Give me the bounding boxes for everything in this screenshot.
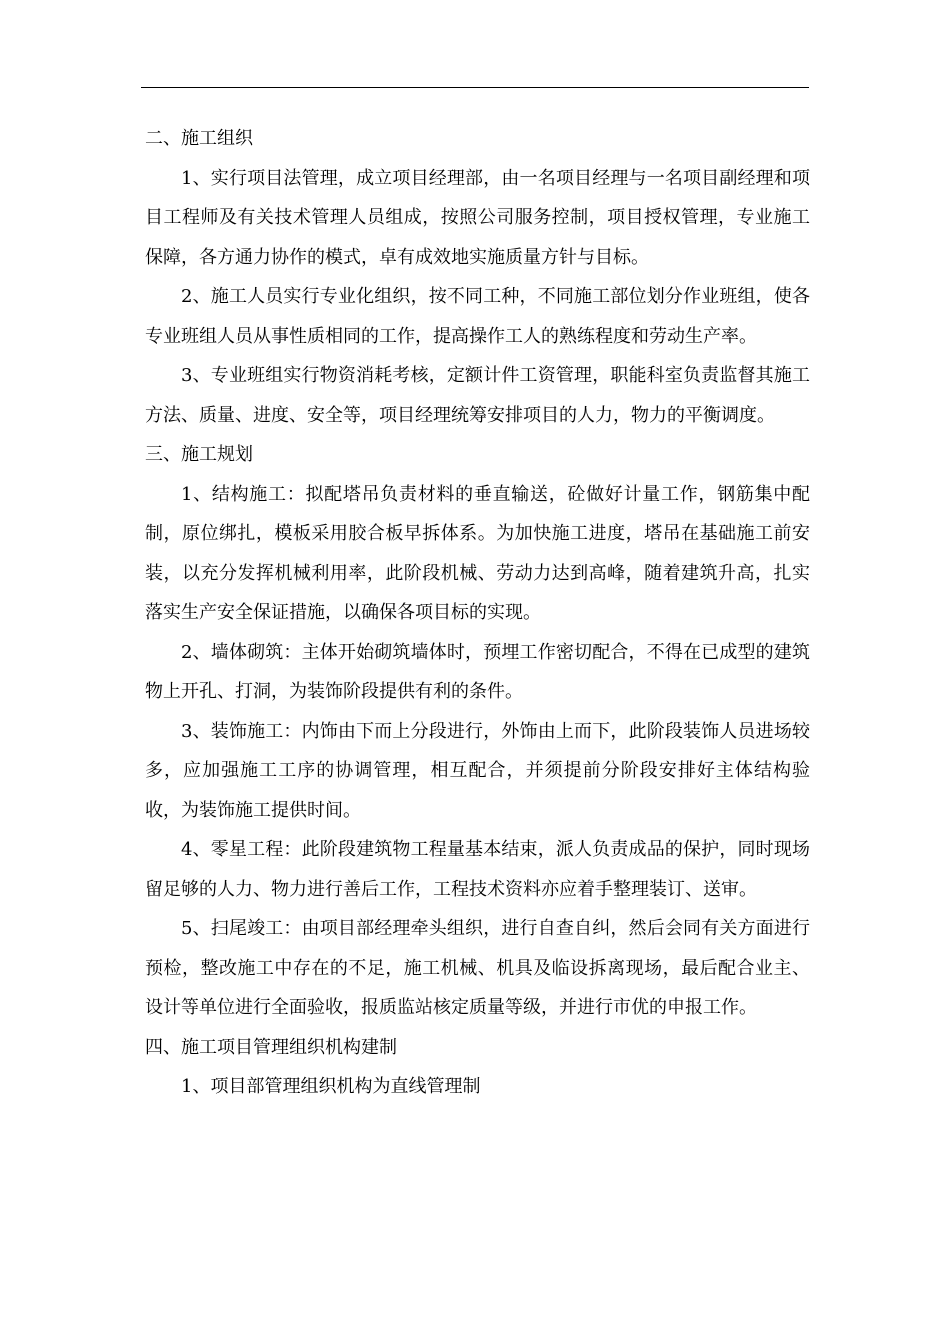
section-heading-management-structure: 四、施工项目管理组织机构建制 bbox=[145, 1036, 397, 1058]
paragraph-decoration-construction: 3、装饰施工：内饰由下而上分段进行，外饰由上而下，此阶段装饰人员进场较多，应加强施工工序的协调管理，相互配合，并须提前分阶段安排好主体结构验收，为装饰施工提供时间。 bbox=[145, 720, 810, 821]
header-rule bbox=[141, 87, 809, 88]
section-heading-construction-organization: 二、施工组织 bbox=[145, 128, 253, 149]
paragraph-specialized-organization: 2、施工人员实行专业化组织，按不同工种，不同施工部位划分作业班组，使各专业班组人员从事性质相同的工作，提高操作工人的熟练程度和劳动生产率。 bbox=[145, 286, 810, 347]
paragraph-line-management-system: 1、项目部管理组织机构为直线管理制 bbox=[181, 1076, 481, 1097]
section-heading-construction-planning: 三、施工规划 bbox=[145, 444, 253, 465]
document-body bbox=[145, 119, 810, 1107]
paragraph-project-management-method: 1、实行项目法管理，成立项目经理部，由一名项目经理与一名项目副经理和项目工程师及有关技术管理人员组成，按照公司服务控制，项目授权管理，专业施工保障，各方通力协作的模式，卓有成效地实施质量方针与目标。 bbox=[145, 167, 810, 268]
paragraph-structural-construction: 1、结构施工：拟配塔吊负责材料的垂直输送，砼做好计量工作，钢筋集中配制，原位绑扎，模板采用胶合板早拆体系。为加快施工进度，塔吊在基础施工前安装，以充分发挥机械利用率，此阶段机械、劳动力达到高峰，随着建筑升高，扎实落实生产安全保证措施，以确保各项目标的实现。 bbox=[145, 483, 810, 623]
paragraph-miscellaneous-works: 4、零星工程：此阶段建筑物工程量基本结束，派人负责成品的保护，同时现场留足够的人力、物力进行善后工作，工程技术资料亦应着手整理装订、送审。 bbox=[145, 839, 810, 900]
paragraph-final-completion: 5、扫尾竣工：由项目部经理牵头组织，进行自查自纠，然后会同有关方面进行预检，整改施工中存在的不足，施工机械、机具及临设拆离现场，最后配合业主、设计等单位进行全面验收，报质监站核定质量等级，并进行市优的申报工作。 bbox=[145, 918, 810, 1018]
paragraph-material-consumption-assessment: 3、专业班组实行物资消耗考核，定额计件工资管理，职能科室负责监督其施工方法、质量、进度、安全等，项目经理统筹安排项目的人力，物力的平衡调度。 bbox=[145, 365, 810, 426]
paragraph-wall-masonry: 2、墙体砌筑：主体开始砌筑墙体时，预埋工作密切配合，不得在已成型的建筑物上开孔、打洞，为装饰阶段提供有利的条件。 bbox=[145, 641, 810, 702]
